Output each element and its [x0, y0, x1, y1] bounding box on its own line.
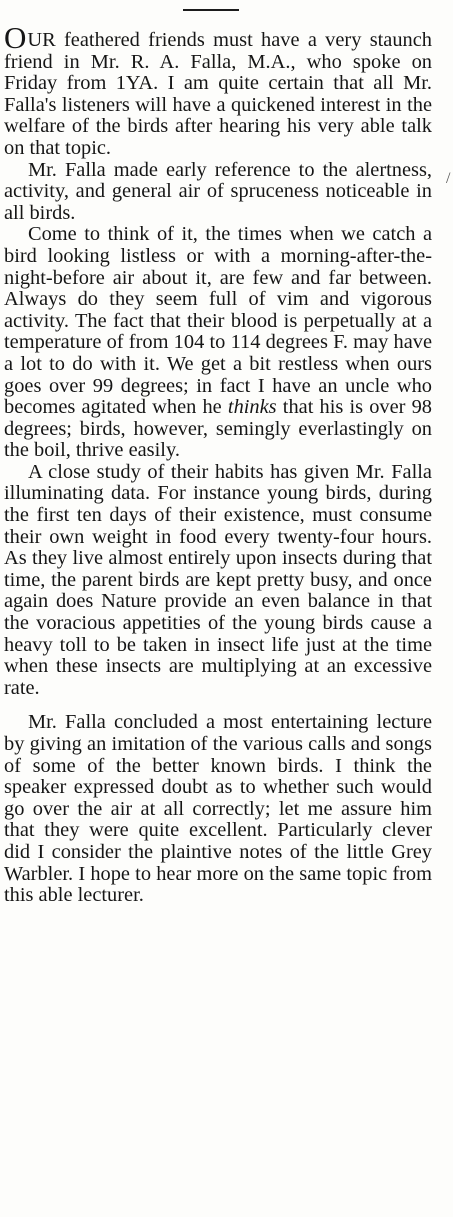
margin-mark: /: [446, 170, 451, 187]
paragraph-temperature: [4, 224, 432, 462]
paragraph-temperature-end: that his is over 98 degrees; birds, however, semingly everlastingly on the boil, thrive easily.: [4, 396, 432, 462]
paragraph-intro-text: UR feathered friends must have a very staunch friend in Mr. R. A. Falla, M.A., who spoke on Friday from 1YA. I am quite certain that all Mr. Falla's listeners will have a quickened interest in the welfare of the birds after hearing his very able talk on that topic.: [4, 29, 432, 159]
paragraph-temperature-text: Come to think of it, the times when we catch a bird looking listless or with a morning-after-the-night-before air about it, are few and far between. Always do they seem full of vim and vigorous activity. The fact that their blood is perpetually at a temperature of from 104 to 114 degrees F. may have a lot to do with it. We get a bit restless when ours goes over 99 degrees; in fact I have an uncle who becomes agitated when he: [4, 223, 432, 419]
article-column: [4, 20, 432, 907]
paragraph-intro: [4, 20, 432, 160]
paragraph-habits: A close study of their habits has given Mr. Falla illuminating data. For instance young birds, during the first ten days of their existence, must consume their own weight in food every twenty-four hours. As they live almost entirely upon insects during that time, the parent birds are kept pretty busy, and once again does Nature provide an even balance in that the voracious appetities of the young birds cause a heavy toll to be taken in insect life just at the time when these insects are multiplying at an excessive rate.: [4, 460, 432, 699]
paragraph-alertness: Mr. Falla made early reference to the alertness, activity, and general air of spruceness noticeable in all birds.: [4, 158, 432, 224]
emphasis-thinks: thinks: [227, 396, 277, 419]
section-divider-rule: [183, 9, 239, 11]
drop-cap: O: [4, 20, 27, 55]
paragraph-conclusion: Mr. Falla concluded a most entertaining lecture by giving an imitation of the various calls and songs of some of the better known birds. I think the speaker expressed doubt as to whether such would go over the air at all correctly; let me assure him that they were quite excellent. Particularly clever did I consider the plaintive notes of the little Grey Warbler. I hope to hear more on the same topic from this able lecturer.: [4, 711, 432, 907]
